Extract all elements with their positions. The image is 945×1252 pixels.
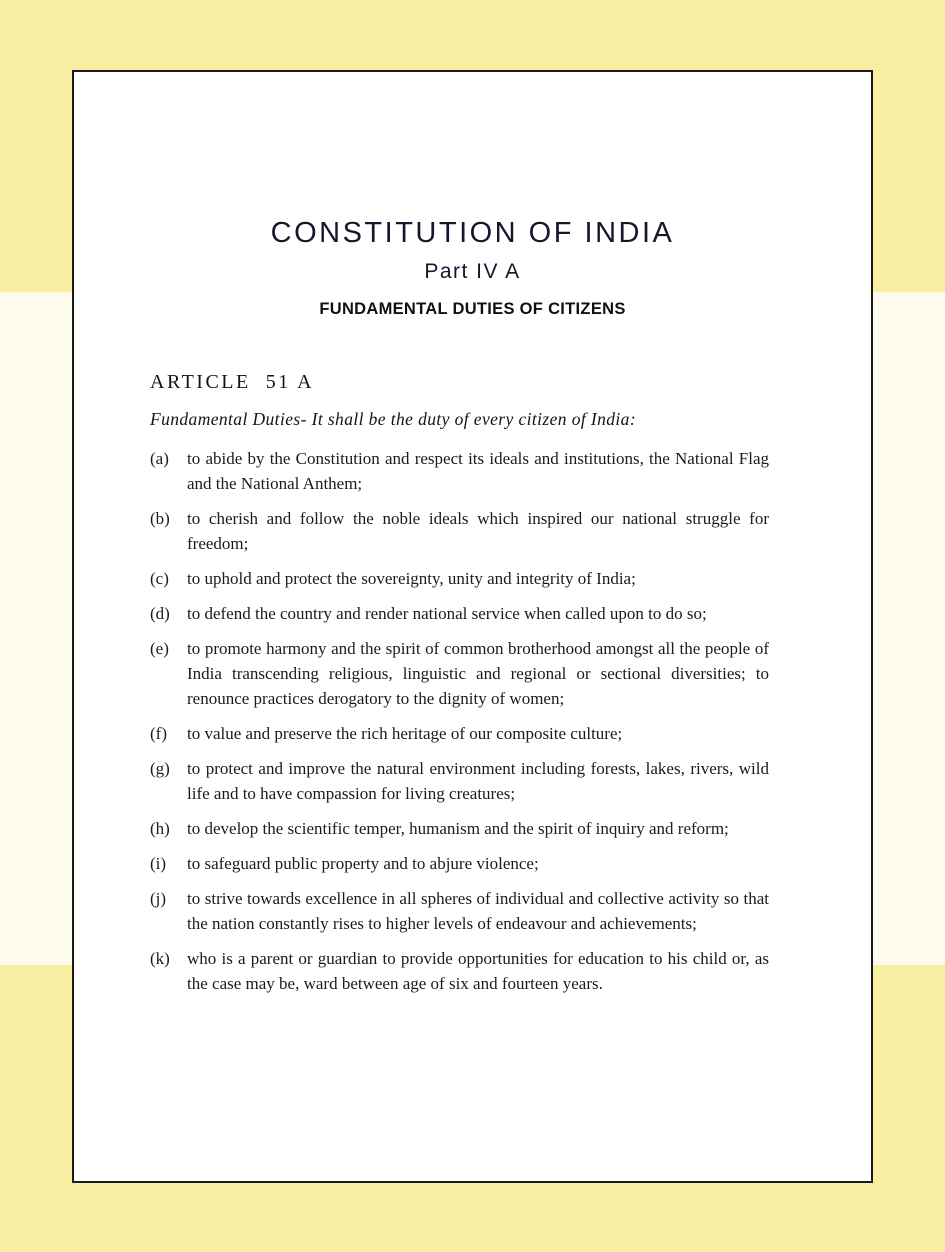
duty-item bbox=[150, 886, 769, 936]
duty-label: (g) bbox=[150, 759, 170, 778]
section-heading: FUNDAMENTAL DUTIES OF CITIZENS bbox=[319, 300, 626, 318]
duty-item bbox=[150, 851, 769, 876]
part-subtitle: Part IV A bbox=[424, 260, 521, 283]
duty-label: (h) bbox=[150, 819, 170, 838]
duty-label: (f) bbox=[150, 724, 167, 743]
duty-text: to safeguard public property and to abjure violence; bbox=[187, 854, 539, 873]
duty-item bbox=[150, 816, 769, 841]
duty-text: to value and preserve the rich heritage of our composite culture; bbox=[187, 724, 623, 743]
duty-item bbox=[150, 566, 769, 591]
duty-label: (b) bbox=[150, 509, 170, 528]
article-heading: ARTICLE 51 A bbox=[150, 371, 315, 393]
duty-text: to uphold and protect the sovereignty, unity and integrity of India; bbox=[187, 569, 636, 588]
page-title: CONSTITUTION OF INDIA bbox=[270, 217, 675, 249]
intro-line: Fundamental Duties- It shall be the duty of every citizen of India: bbox=[150, 409, 637, 429]
duty-label: (c) bbox=[150, 569, 169, 588]
duty-label: (i) bbox=[150, 854, 167, 873]
duty-text: to promote harmony and the spirit of common brotherhood amongst all the people of India transcending religious, linguistic and regional or sectional diversities; to renounce practices derogatory to the dignity of women; bbox=[187, 639, 769, 708]
duty-label: (e) bbox=[150, 639, 169, 658]
duty-text: to abide by the Constitution and respect its ideals and institutions, the National Flag and the National Anthem; bbox=[187, 449, 769, 493]
duty-text: who is a parent or guardian to provide opportunities for education to his child or, as the case may be, ward between age of six and fourteen years. bbox=[187, 949, 769, 993]
duty-item bbox=[150, 721, 769, 746]
duty-item bbox=[150, 636, 769, 711]
duty-text: to develop the scientific temper, humanism and the spirit of inquiry and reform; bbox=[187, 819, 729, 838]
duty-item bbox=[150, 601, 769, 626]
duty-text: to cherish and follow the noble ideals which inspired our national struggle for freedom; bbox=[187, 509, 769, 553]
duty-text: to protect and improve the natural environment including forests, lakes, rivers, wild life and to have compassion for living creatures; bbox=[187, 759, 769, 803]
duty-item bbox=[150, 506, 769, 556]
duty-text: to strive towards excellence in all spheres of individual and collective activity so that the nation constantly rises to higher levels of endeavour and achievements; bbox=[187, 889, 769, 933]
duty-item bbox=[150, 446, 769, 496]
duty-label: (k) bbox=[150, 949, 170, 968]
duty-label: (j) bbox=[150, 889, 167, 908]
document-page bbox=[72, 70, 873, 1183]
duties-list bbox=[150, 446, 769, 996]
duty-item bbox=[150, 946, 769, 996]
duty-label: (a) bbox=[150, 449, 169, 468]
duty-item bbox=[150, 756, 769, 806]
duty-text: to defend the country and render national service when called upon to do so; bbox=[187, 604, 707, 623]
duty-label: (d) bbox=[150, 604, 170, 623]
